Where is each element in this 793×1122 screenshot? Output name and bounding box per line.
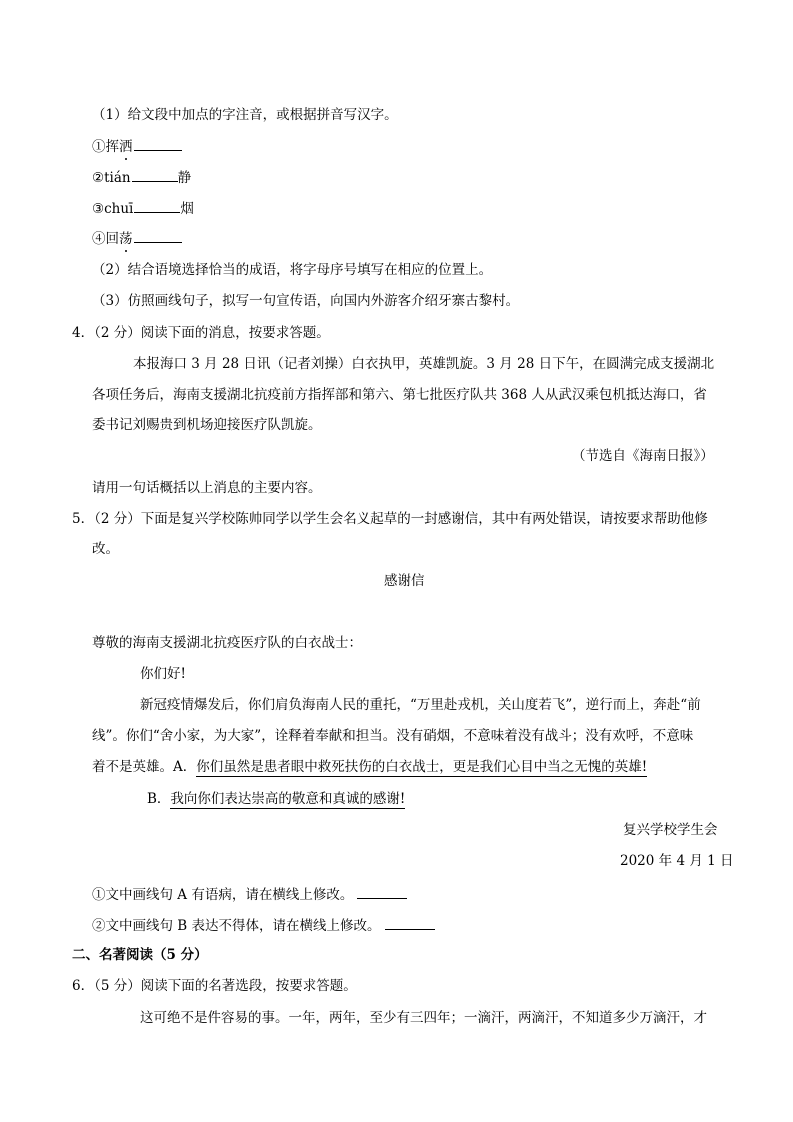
q3-item4-dotted-char: 荡 (119, 231, 133, 247)
sentence-b-label: B． (147, 791, 171, 807)
q4-source: （节选自《海南日报》） (572, 448, 714, 464)
q3-item4-text: 回 (105, 231, 119, 247)
q3-item4-blank[interactable] (134, 228, 182, 243)
q3-item1-text: 挥 (105, 139, 119, 155)
q3-item2 (92, 167, 191, 187)
q5-heading-line2: 改。 (92, 541, 119, 557)
letter-salutation: 尊敬的海南支援湖北抗疫医疗队的白衣战士： (92, 635, 362, 651)
q3-item2-text: 静 (177, 170, 192, 186)
q5-heading-line1: 5．（2 分）下面是复兴学校陈帅同学以学生会名义起草的一封感谢信，其中有两处错误，请按要求帮助他修 (72, 511, 708, 527)
q3-item1-blank[interactable] (134, 136, 182, 151)
q3-item4 (92, 228, 182, 248)
q4-heading: 4．（2 分）阅读下面的消息，按要求答题。 (72, 325, 330, 341)
q4-passage-line2: 各项任务后，海南支援湖北抗疫前方指挥部和第六、第七批医疗队共 368 人从武汉乘包机抵达海口，省 (92, 387, 707, 403)
section-heading-classics: 二、名著阅读（5 分） (72, 947, 208, 963)
letter-greeting: 你们好! (140, 666, 186, 682)
q6-passage-line1: 这可绝不是件容易的事。一年，两年，至少有三四年；一滴汗，两滴汗，不知道多少万滴汗，才 (140, 1010, 707, 1026)
letter-title: 感谢信 (384, 573, 425, 589)
letter-body-line4 (147, 790, 405, 808)
q3-item2-pinyin: tián (104, 170, 131, 186)
q5-task1 (92, 884, 407, 904)
q3-sub3: （3）仿照画线句子，拟写一句宣传语，向国内外游客介绍牙寨古黎村。 (92, 293, 520, 309)
q3-item1-dotted-char: 洒 (119, 139, 133, 155)
q5-task2 (92, 915, 435, 935)
q5-task1-text: 文中画线句 A 有语病，请在横线上修改。 (105, 887, 354, 903)
q3-item3-pinyin: chuī (104, 201, 134, 217)
q3-item1-num: ① (92, 139, 106, 155)
q5-task2-blank[interactable] (385, 915, 435, 930)
q5-task2-text: 文中画线句 B 表达不得体，请在横线上修改。 (105, 918, 381, 934)
letter-date: 2020 年 4 月 1 日 (620, 853, 734, 869)
q4-prompt: 请用一句话概括以上消息的主要内容。 (92, 480, 322, 496)
q3-item3 (92, 198, 194, 218)
q3-item3-num: ③ (92, 201, 105, 217)
q5-task1-num: ① (92, 887, 106, 903)
letter-body-line3 (92, 758, 647, 776)
q5-task1-blank[interactable] (357, 884, 407, 899)
q5-task2-num: ② (92, 918, 106, 934)
q3-item2-blank[interactable] (132, 167, 178, 182)
q4-passage-line3: 委书记刘赐贵到机场迎接医疗队凯旋。 (92, 417, 322, 433)
q3-sub1: （1）给文段中加点的字注音，或根据拼音写汉字。 (92, 107, 398, 123)
q3-item4-num: ④ (92, 231, 106, 247)
q3-item2-num: ② (92, 170, 105, 186)
letter-body-line1: 新冠疫情爆发后，你们肩负海南人民的重托，“万里赴戎机，关山度若飞”，逆行而上，奔赴“前 (140, 697, 701, 713)
sentence-a-label: 着不是英雄。A． (92, 759, 197, 775)
letter-signature: 复兴学校学生会 (623, 822, 718, 838)
q3-item1 (92, 136, 182, 156)
q3-sub2: （2）结合语境选择恰当的成语，将字母序号填写在相应的位置上。 (92, 262, 493, 278)
underlined-sentence-b: 我向你们表达崇高的敬意和真诚的感谢! (170, 791, 406, 807)
letter-body-line2: 线”。你们“舍小家，为大家”，诠释着奉献和担当。没有硝烟，不意味着没有战斗；没有欢呼，不意味 (92, 728, 694, 744)
q6-heading: 6．（5 分）阅读下面的名著选段，按要求答题。 (72, 978, 357, 994)
q4-passage-line1: 本报海口 3 月 28 日讯（记者刘操）白衣执甲，英雄凯旋。3 月 28 日下午，在圆满完成支援湖北 (133, 356, 715, 372)
q3-item3-blank[interactable] (134, 198, 180, 213)
q3-item3-text: 烟 (180, 201, 194, 217)
underlined-sentence-a: 你们虽然是患者眼中救死扶伤的白衣战士，更是我们心目中当之无愧的英雄! (196, 759, 648, 775)
